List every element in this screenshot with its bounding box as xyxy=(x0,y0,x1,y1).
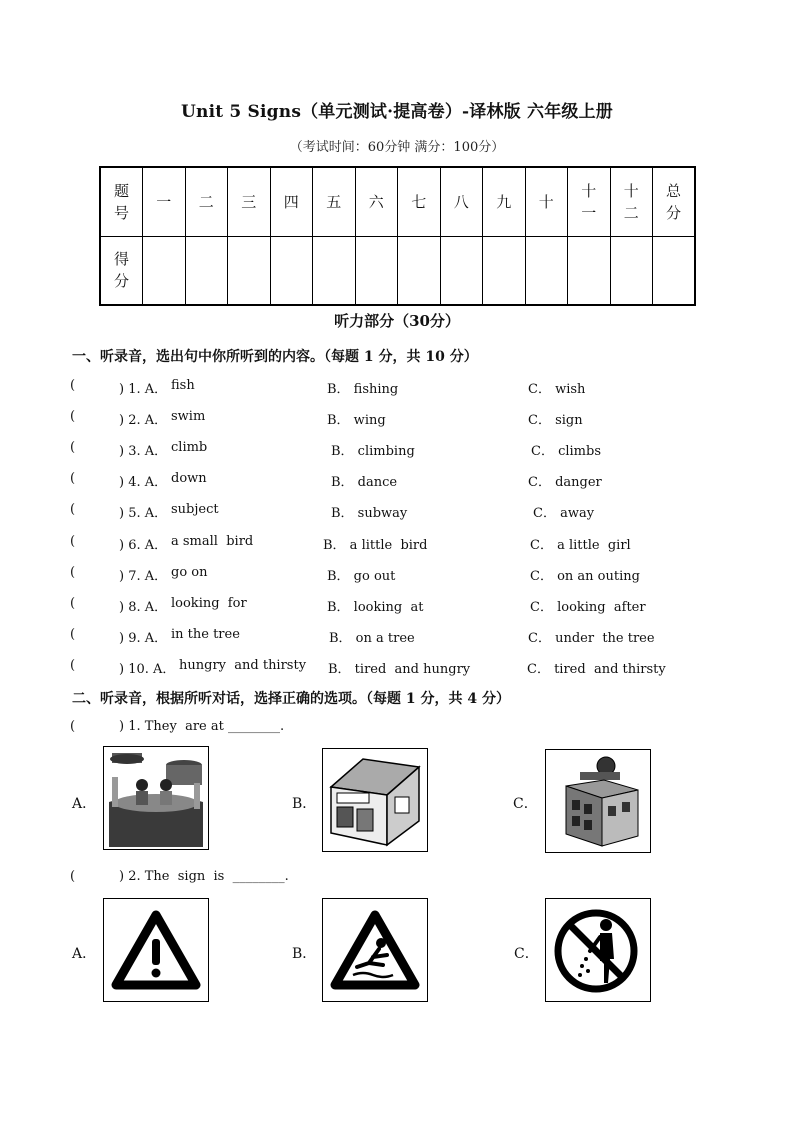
question-number: ) 7. A． xyxy=(119,569,168,584)
part2-title: 二、听录音，根据所听对话，选择正确的选项。（每题 1 分，共 4 分） xyxy=(72,691,510,707)
option-a: swim xyxy=(171,409,206,424)
header-cell: 四 xyxy=(270,167,313,236)
question-number: ) 8. A． xyxy=(119,600,168,615)
answer-paren[interactable]: ( xyxy=(70,869,76,884)
option-b: B． on a tree xyxy=(329,631,415,646)
option-c: C． on an outing xyxy=(530,569,640,584)
option-a: climb xyxy=(171,440,208,455)
option-c: C． danger xyxy=(528,475,602,490)
header-cell: 六 xyxy=(355,167,398,236)
score-cell[interactable] xyxy=(440,236,483,305)
answer-paren[interactable]: ( xyxy=(70,409,76,424)
shop-building-image[interactable] xyxy=(322,748,428,852)
answer-paren[interactable]: ( xyxy=(70,440,76,455)
option-c: C． away xyxy=(533,506,595,521)
option-c: C． sign xyxy=(528,413,583,428)
question-row xyxy=(0,596,794,616)
answer-paren[interactable]: ( xyxy=(70,719,76,734)
score-table-header-row xyxy=(100,167,695,236)
option-b: B． looking at xyxy=(327,600,424,615)
option-a-label: A． xyxy=(72,796,97,812)
tall-building-image[interactable] xyxy=(545,749,651,853)
question-number: ) 4. A． xyxy=(119,475,168,490)
picture-options-1 xyxy=(0,746,794,854)
question-text: ) 2. The sign is ________. xyxy=(119,869,289,884)
question-number: ) 9. A． xyxy=(119,631,168,646)
question-row xyxy=(0,471,794,491)
question-text: ) 1. They are at ________. xyxy=(119,719,285,734)
question-row xyxy=(0,440,794,460)
answer-paren[interactable]: ( xyxy=(70,471,76,486)
picture-options-2 xyxy=(0,897,794,1005)
question-number: ) 1. A． xyxy=(119,382,168,397)
score-cell[interactable] xyxy=(313,236,356,305)
option-b: B． a little bird xyxy=(323,538,428,553)
option-a: in the tree xyxy=(171,627,240,642)
option-a: subject xyxy=(171,502,219,517)
option-c: C． looking after xyxy=(530,600,646,615)
slippery-floor-sign-image[interactable] xyxy=(322,898,428,1002)
question-number: ) 6. A． xyxy=(119,538,168,553)
option-b-label: B． xyxy=(292,796,317,812)
option-c-label: C． xyxy=(513,796,538,812)
score-cell[interactable] xyxy=(355,236,398,305)
option-b-label: B． xyxy=(292,946,317,962)
question-number: ) 3. A． xyxy=(119,444,168,459)
answer-paren[interactable]: ( xyxy=(70,658,76,673)
header-cell: 三 xyxy=(228,167,271,236)
header-cell: 五 xyxy=(313,167,356,236)
option-a: down xyxy=(171,471,207,486)
option-c: C． tired and thirsty xyxy=(527,662,666,677)
option-c-label: C． xyxy=(514,946,539,962)
exam-info: （考试时间：60分钟 满分：100分） xyxy=(289,140,505,155)
option-b: B． fishing xyxy=(327,382,399,397)
score-cell[interactable] xyxy=(228,236,271,305)
option-a-label: A． xyxy=(72,946,97,962)
score-cell[interactable] xyxy=(398,236,441,305)
question-number: ) 2. A． xyxy=(119,413,168,428)
header-cell-total: 总 分 xyxy=(653,167,696,236)
header-cell: 九 xyxy=(483,167,526,236)
header-cell: 十 一 xyxy=(568,167,611,236)
option-c: C． climbs xyxy=(531,444,601,459)
score-row-label: 得 分 xyxy=(100,236,143,305)
score-cell[interactable] xyxy=(525,236,568,305)
question-row xyxy=(0,534,794,554)
score-cell[interactable] xyxy=(270,236,313,305)
part2-question-2 xyxy=(0,869,794,889)
answer-paren[interactable]: ( xyxy=(70,378,76,393)
answer-paren[interactable]: ( xyxy=(70,596,76,611)
page-title: Unit 5 Signs（单元测试·提高卷）-译林版 六年级上册 xyxy=(180,102,613,122)
score-cell-total[interactable] xyxy=(653,236,696,305)
option-b: B． climbing xyxy=(331,444,415,459)
answer-paren[interactable]: ( xyxy=(70,502,76,517)
option-a: looking for xyxy=(171,596,247,611)
listening-section-title: 听力部分（30分） xyxy=(334,312,460,330)
header-cell: 八 xyxy=(440,167,483,236)
score-table xyxy=(99,166,696,306)
option-c: C． under the tree xyxy=(528,631,655,646)
option-b: B． wing xyxy=(327,413,386,428)
option-a: hungry and thirsty xyxy=(179,658,307,673)
option-c: C． wish xyxy=(528,382,586,397)
header-cell: 二 xyxy=(185,167,228,236)
part2-question-1 xyxy=(0,719,794,739)
answer-paren[interactable]: ( xyxy=(70,627,76,642)
option-b: B． dance xyxy=(331,475,398,490)
warning-sign-image[interactable] xyxy=(103,898,209,1002)
score-cell[interactable] xyxy=(143,236,186,305)
header-cell: 一 xyxy=(143,167,186,236)
question-row xyxy=(0,565,794,585)
part1-title: 一、听录音，选出句中你所听到的内容。（每题 1 分，共 10 分） xyxy=(72,349,478,365)
question-row xyxy=(0,502,794,522)
header-cell: 十 二 xyxy=(610,167,653,236)
option-b: B． go out xyxy=(327,569,396,584)
restaurant-interior-image[interactable] xyxy=(103,746,209,850)
option-b: B． tired and hungry xyxy=(328,662,471,677)
answer-paren[interactable]: ( xyxy=(70,534,76,549)
option-a: fish xyxy=(171,378,195,393)
option-a: a small bird xyxy=(171,534,254,549)
score-cell[interactable] xyxy=(185,236,228,305)
no-littering-sign-image[interactable] xyxy=(545,898,651,1002)
score-table-score-row xyxy=(100,236,695,305)
option-b: B． subway xyxy=(331,506,408,521)
question-row xyxy=(0,378,794,398)
question-row xyxy=(0,409,794,429)
score-cell[interactable] xyxy=(483,236,526,305)
question-number: ) 5. A． xyxy=(119,506,168,521)
question-row xyxy=(0,658,794,678)
question-number: ) 10. A． xyxy=(119,662,176,677)
header-cell-question-no: 题 号 xyxy=(100,167,143,236)
score-cell[interactable] xyxy=(568,236,611,305)
answer-paren[interactable]: ( xyxy=(70,565,76,580)
option-c: C． a little girl xyxy=(530,538,631,553)
header-cell: 十 xyxy=(525,167,568,236)
question-row xyxy=(0,627,794,647)
option-a: go on xyxy=(171,565,208,580)
header-cell: 七 xyxy=(398,167,441,236)
score-cell[interactable] xyxy=(610,236,653,305)
